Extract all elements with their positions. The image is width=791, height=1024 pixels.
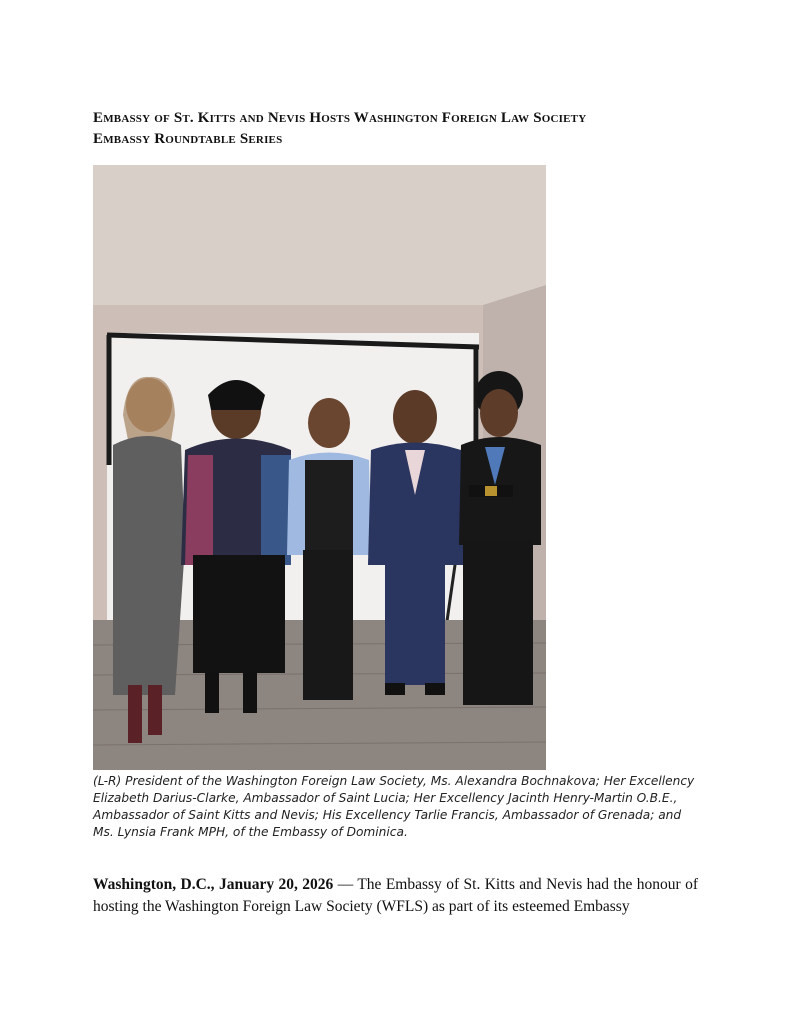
article-title — [93, 108, 713, 150]
article-title-line-2: Embassy Roundtable Series — [93, 131, 283, 147]
article-dateline: Washington, D.C., January 20, 2026 — [93, 875, 334, 893]
article-title-line-1: Embassy of St. Kitts and Nevis Hosts Washington Foreign Law Society — [93, 110, 587, 126]
photo-caption: (L-R) President of the Washington Foreign Law Society, Ms. Alexandra Bochnakova; Her Excellency Elizabeth Darius-Clarke, Ambassador of Saint Lucia; Her Excellency Jacinth Henry-Martin O.B.E., Ambassador of Saint Kitts and Nevis; His Excellency Tarlie Francis, Ambassador of Grenada; and Ms. Lynsia Frank MPH, of the Embassy of Dominica. — [93, 774, 695, 839]
group-photo-illustration — [93, 165, 546, 770]
article-body — [93, 874, 698, 918]
group-photo — [93, 165, 546, 770]
article-body-text: — The Embassy of St. Kitts and Nevis had the honour of hosting the Washington Foreign Law Society (WFLS) as part of its esteemed Embassy — [93, 875, 699, 915]
